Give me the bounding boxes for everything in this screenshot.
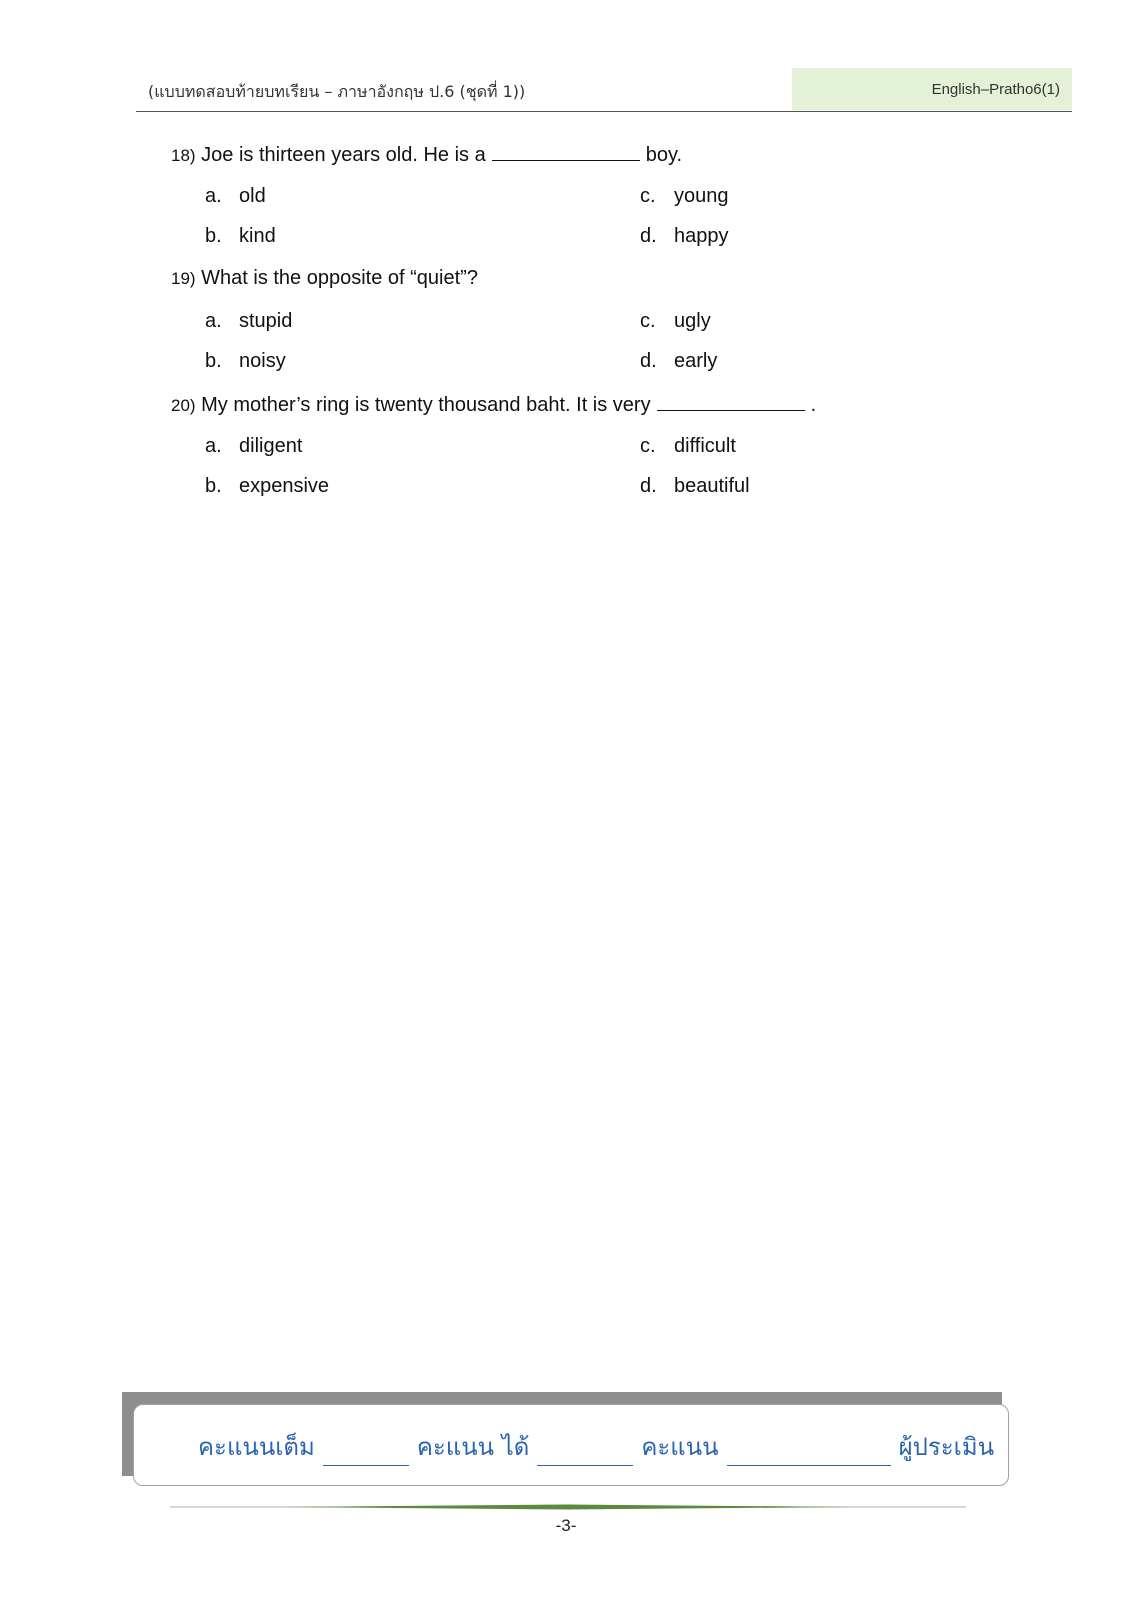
option-c[interactable]: c. difficult (640, 435, 736, 457)
option-b[interactable]: b. kind (205, 225, 276, 247)
option-c[interactable]: c. ugly (640, 310, 711, 332)
header-title: (แบบทดสอบท้ายบทเรียน – ภาษาอังกฤษ ป.6 (ชุดที่ 1)) (148, 82, 526, 101)
option-c[interactable]: c. young (640, 185, 729, 207)
option-a[interactable]: a. diligent (205, 435, 303, 457)
option-b[interactable]: b. expensive (205, 475, 330, 497)
question-number: 20) (171, 396, 196, 415)
evaluator-field[interactable] (727, 1443, 891, 1466)
full-score-field[interactable] (323, 1443, 409, 1466)
option-a[interactable]: a. stupid (205, 310, 293, 332)
question-text: What is the opposite of “quiet”? (201, 267, 478, 289)
question-text: Joe is thirteen years old. He is a (201, 144, 486, 166)
score-row (198, 1427, 994, 1466)
question-20 (171, 392, 816, 417)
answer-blank[interactable] (657, 392, 805, 411)
option-b[interactable]: b. noisy (205, 350, 286, 372)
question-number: 18) (171, 146, 196, 165)
header-subject-code: English–Pratho6(1) (792, 68, 1072, 110)
option-a[interactable]: a. old (205, 185, 266, 207)
answer-blank[interactable] (492, 142, 640, 161)
page-number: -3- (555, 1516, 577, 1535)
obtained-score-field[interactable] (537, 1443, 633, 1466)
score-box (133, 1404, 1009, 1486)
page-header (136, 68, 1072, 112)
question-number: 19) (171, 269, 196, 288)
question-19 (171, 267, 478, 290)
question-text-end: . (810, 394, 817, 416)
option-d[interactable]: d. happy (640, 225, 729, 247)
full-score-label: คะแนนเต็ม (198, 1433, 315, 1461)
option-d[interactable]: d. beautiful (640, 475, 750, 497)
question-text: My mother’s ring is twenty thousand baht. It is very (201, 394, 651, 416)
score-label: คะแนน (641, 1433, 719, 1461)
header-divider (136, 111, 1072, 113)
evaluator-label: ผู้ประเมิน (898, 1433, 995, 1461)
points-label: คะแนน ได้ (416, 1433, 530, 1461)
question-18 (171, 142, 682, 167)
question-text-end: boy. (645, 144, 683, 166)
option-d[interactable]: d. early (640, 350, 718, 372)
footer-rule (170, 1504, 966, 1510)
